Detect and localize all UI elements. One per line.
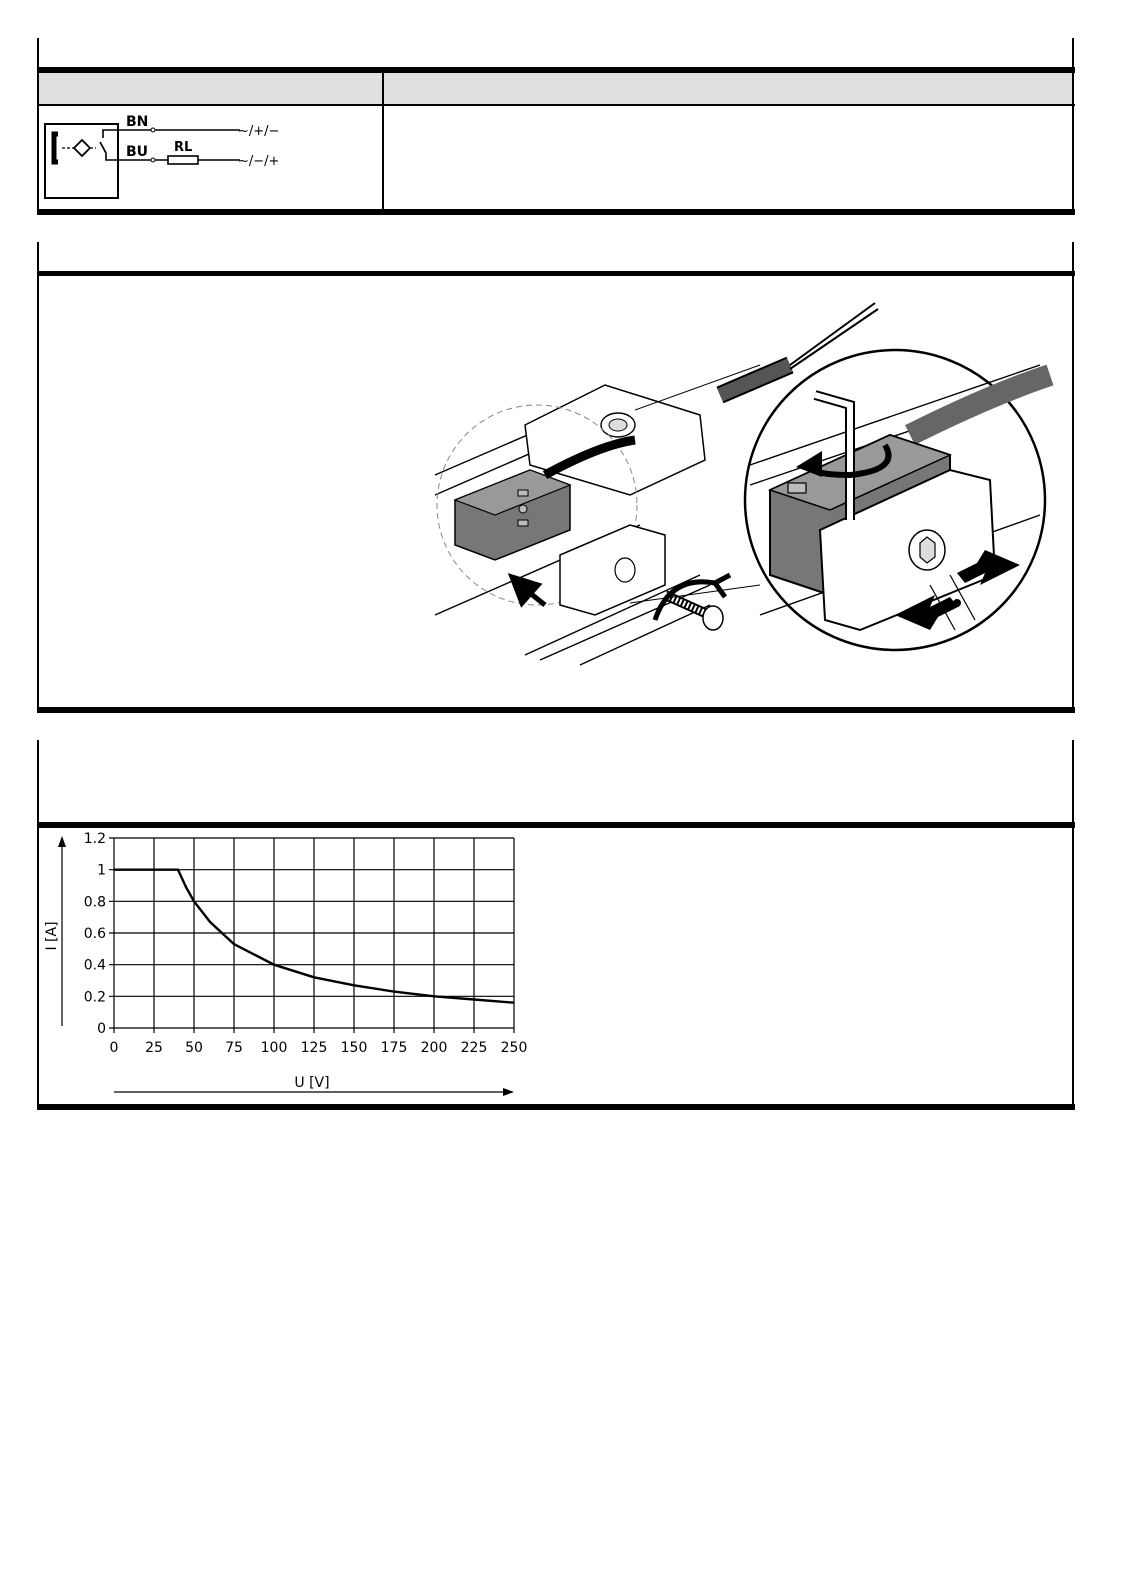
table-header-cell-right [384, 73, 1072, 104]
section2-top-rule [37, 271, 1075, 276]
x-tick-label: 125 [300, 1040, 328, 1056]
section3-right-border [1072, 740, 1074, 1110]
y-tick-label: 1 [97, 862, 106, 879]
supply-bottom-label: ∼/−/+ [238, 154, 280, 169]
y-tick-label: 0.8 [83, 894, 106, 911]
load-resistor-icon [168, 156, 198, 164]
sensor-bracket-icon [54, 134, 58, 162]
section1-right-border [1072, 38, 1074, 214]
proximity-sensor-icon [74, 140, 90, 156]
x-tick-label: 150 [340, 1040, 368, 1056]
section2-left-border [37, 242, 39, 712]
chart-y-ticks [84, 831, 106, 1037]
terminal-bu [151, 158, 155, 162]
x-tick-label: 175 [380, 1040, 408, 1056]
y-axis-label: I [A] [44, 921, 60, 951]
x-tick-label: 225 [460, 1040, 488, 1056]
x-tick-label: 75 [225, 1040, 243, 1056]
section3-top-rule [37, 822, 1075, 828]
current-voltage-chart [40, 830, 540, 1100]
section3-bottom-rule [37, 1104, 1075, 1110]
wire-bu-label: BU [126, 144, 149, 160]
mounting-illustration [430, 285, 1070, 685]
x-tick-label: 25 [145, 1040, 163, 1056]
x-tick-label: 200 [420, 1040, 448, 1056]
y-tick-label: 0 [97, 1021, 106, 1037]
section3-left-border [37, 740, 39, 1110]
clamp-block-small [560, 525, 665, 615]
x-axis-label: U [V] [294, 1075, 330, 1091]
switch-contact-icon [100, 142, 106, 153]
chart-grid [109, 838, 514, 1033]
wire-bn [103, 130, 240, 138]
terminal-bn [151, 128, 155, 132]
section2-bottom-rule [37, 707, 1075, 713]
section1-bottom-rule [37, 209, 1075, 215]
y-tick-label: 0.2 [83, 989, 106, 1006]
circuit-diagram [40, 108, 340, 208]
x-tick-label: 50 [185, 1040, 203, 1056]
x-tick-label: 0 [109, 1040, 119, 1056]
x-tick-label: 250 [500, 1040, 528, 1056]
chart-x-ticks [110, 1040, 528, 1056]
y-axis-arrowhead-icon [58, 836, 66, 847]
table-header-cell-left [39, 73, 382, 104]
supply-top-label: ∼/+/− [238, 124, 280, 139]
section1-left-border [37, 38, 39, 214]
y-tick-label: 1.2 [83, 831, 106, 847]
table-column-divider [382, 73, 384, 210]
y-tick-label: 0.4 [83, 957, 106, 974]
table-header-bottom-rule [37, 104, 1075, 106]
y-tick-label: 0.6 [83, 926, 106, 942]
x-tick-label: 100 [260, 1040, 288, 1056]
push-arrow-icon [512, 577, 545, 605]
wire-bn-label: BN [126, 114, 149, 130]
screw-icon [665, 595, 723, 630]
x-axis-arrowhead-icon [503, 1088, 514, 1096]
load-resistor-label: RL [174, 140, 193, 155]
proximity-sensor-small-icon [455, 470, 570, 560]
section2-right-border [1072, 242, 1074, 712]
port-hole-inner [609, 419, 627, 431]
